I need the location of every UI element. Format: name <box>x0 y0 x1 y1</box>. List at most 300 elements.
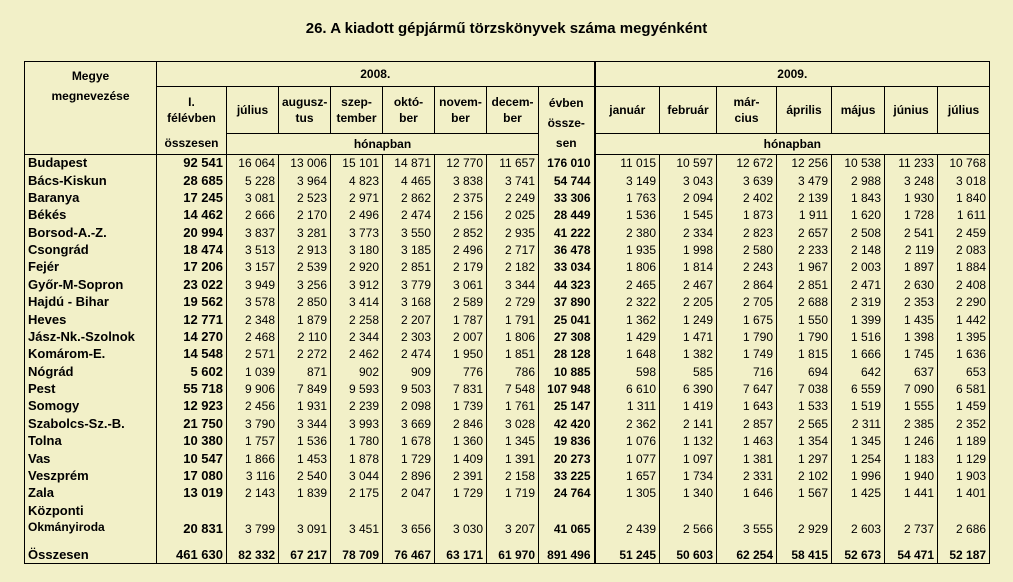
month-cell-2009: 3 479 <box>777 172 832 189</box>
year-total-cell: 19 836 <box>539 433 595 450</box>
table-row <box>25 467 990 484</box>
month-cell-2009: 3 043 <box>660 172 717 189</box>
table-row <box>25 207 990 224</box>
month-cell-2008: 1 787 <box>435 311 487 328</box>
month-header-2008 <box>435 86 487 133</box>
month-cell-2009: 2 322 <box>595 294 660 311</box>
month-cell-2008: 2 539 <box>279 259 331 276</box>
year-total-cell: 20 273 <box>539 450 595 467</box>
month-cell-2009: 52 187 <box>938 537 990 564</box>
year-2008-header: 2008. <box>157 62 595 87</box>
month-cell-2009: 1 183 <box>885 450 938 467</box>
county-name: Győr-M-Sopron <box>25 276 157 293</box>
month-cell-2009: 2 566 <box>660 502 717 537</box>
county-name: Nógrád <box>25 363 157 380</box>
month-cell-2008: 78 709 <box>331 537 383 564</box>
month-cell-2009: 1 648 <box>595 346 660 363</box>
h1-total-cell: 10 380 <box>157 433 227 450</box>
month-cell-2009: 1 763 <box>595 189 660 206</box>
month-cell-2009: 1 097 <box>660 450 717 467</box>
header-line: ber <box>503 110 522 125</box>
month-cell-2008: 1 536 <box>279 433 331 450</box>
table-row <box>25 328 990 345</box>
month-cell-2008: 2 896 <box>383 467 435 484</box>
table-row <box>25 294 990 311</box>
month-cell-2008: 871 <box>279 363 331 380</box>
month-cell-2009: 2 290 <box>938 294 990 311</box>
header-line: már- <box>733 94 760 109</box>
month-cell-2008: 2 249 <box>487 189 539 206</box>
month-cell-2008: 2 170 <box>279 207 331 224</box>
month-cell-2009: 1 471 <box>660 328 717 345</box>
month-cell-2009: 1 459 <box>938 398 990 415</box>
month-cell-2008: 3 030 <box>435 502 487 537</box>
header-line: ber <box>399 110 418 125</box>
month-cell-2009: 2 334 <box>660 224 717 241</box>
month-header-2009 <box>832 86 885 133</box>
header-line: szep- <box>341 94 372 109</box>
month-cell-2009: 1 935 <box>595 241 660 258</box>
month-cell-2008: 67 217 <box>279 537 331 564</box>
month-cell-2009: 1 545 <box>660 207 717 224</box>
h1-total-cell: 17 206 <box>157 259 227 276</box>
month-cell-2009: 2 603 <box>832 502 885 537</box>
county-header <box>25 62 157 155</box>
month-cell-2008: 61 970 <box>487 537 539 564</box>
year-total-cell: 37 890 <box>539 294 595 311</box>
month-cell-2008: 76 467 <box>383 537 435 564</box>
month-cell-2009: 642 <box>832 363 885 380</box>
month-cell-2008: 2 207 <box>383 311 435 328</box>
h1-total-cell: 14 270 <box>157 328 227 345</box>
year-total-cell: 41 065 <box>539 502 595 537</box>
month-cell-2008: 2 523 <box>279 189 331 206</box>
month-cell-2008: 1 866 <box>227 450 279 467</box>
month-cell-2009: 1 873 <box>717 207 777 224</box>
month-cell-2008: 1 729 <box>383 450 435 467</box>
month-cell-2009: 1 441 <box>885 485 938 502</box>
month-cell-2009: 1 815 <box>777 346 832 363</box>
month-cell-2008: 3 790 <box>227 415 279 432</box>
header-line: decem- <box>491 94 534 109</box>
month-cell-2009: 51 245 <box>595 537 660 564</box>
month-cell-2009: 2 929 <box>777 502 832 537</box>
month-cell-2009: 1 340 <box>660 485 717 502</box>
table-row <box>25 502 990 537</box>
monthly-unit-2008: hónapban <box>227 133 539 154</box>
month-cell-2009: 1 189 <box>938 433 990 450</box>
month-cell-2008: 2 110 <box>279 328 331 345</box>
month-header-2008 <box>487 86 539 133</box>
year-total-cell: 28 128 <box>539 346 595 363</box>
month-cell-2008: 1 878 <box>331 450 383 467</box>
month-cell-2009: 2 233 <box>777 241 832 258</box>
month-cell-2008: 1 453 <box>279 450 331 467</box>
month-cell-2008: 909 <box>383 363 435 380</box>
stats-table <box>24 61 990 564</box>
county-name: Veszprém <box>25 467 157 484</box>
month-cell-2009: 3 149 <box>595 172 660 189</box>
month-header-2009 <box>938 86 990 133</box>
month-cell-2008: 14 871 <box>383 154 435 172</box>
county-name: Baranya <box>25 189 157 206</box>
year-total-cell: 54 744 <box>539 172 595 189</box>
year-total-cell: 44 323 <box>539 276 595 293</box>
table-row <box>25 380 990 397</box>
month-cell-2008: 3 344 <box>279 415 331 432</box>
month-cell-2009: 3 248 <box>885 172 938 189</box>
month-cell-2008: 1 729 <box>435 485 487 502</box>
month-cell-2009: 2 688 <box>777 294 832 311</box>
month-cell-2008: 2 272 <box>279 346 331 363</box>
month-cell-2009: 1 354 <box>777 433 832 450</box>
month-cell-2008: 3 656 <box>383 502 435 537</box>
month-cell-2008: 15 101 <box>331 154 383 172</box>
year-2009-header: 2009. <box>595 62 990 87</box>
header-line: Megye <box>71 69 110 83</box>
month-cell-2008: 3 451 <box>331 502 383 537</box>
month-cell-2009: 1 940 <box>885 467 938 484</box>
month-cell-2008: 3 513 <box>227 241 279 258</box>
month-cell-2009: 1 666 <box>832 346 885 363</box>
header-line: július <box>236 102 269 117</box>
month-cell-2009: 2 243 <box>717 259 777 276</box>
month-cell-2008: 11 657 <box>487 154 539 172</box>
year-total-cell: 41 222 <box>539 224 595 241</box>
h1-total-cell: 14 548 <box>157 346 227 363</box>
month-cell-2009: 2 102 <box>777 467 832 484</box>
month-cell-2009: 1 362 <box>595 311 660 328</box>
month-cell-2009: 7 090 <box>885 380 938 397</box>
month-cell-2008: 2 920 <box>331 259 383 276</box>
month-header-2009 <box>885 86 938 133</box>
month-cell-2009: 1 254 <box>832 450 885 467</box>
year-total-cell: 33 034 <box>539 259 595 276</box>
month-cell-2009: 1 728 <box>885 207 938 224</box>
month-cell-2009: 1 395 <box>938 328 990 345</box>
table-row <box>25 241 990 258</box>
month-cell-2008: 3 180 <box>331 241 383 258</box>
month-cell-2009: 1 840 <box>938 189 990 206</box>
month-cell-2008: 3 281 <box>279 224 331 241</box>
month-cell-2009: 2 630 <box>885 276 938 293</box>
table-row <box>25 276 990 293</box>
year-total-cell: 24 764 <box>539 485 595 502</box>
month-cell-2008: 3 081 <box>227 189 279 206</box>
month-cell-2008: 7 548 <box>487 380 539 397</box>
month-cell-2009: 2 119 <box>885 241 938 258</box>
month-cell-2009: 1 132 <box>660 433 717 450</box>
month-cell-2008: 13 006 <box>279 154 331 172</box>
county-name: Összesen <box>25 537 157 564</box>
county-name: Borsod-A.-Z. <box>25 224 157 241</box>
month-cell-2009: 2 141 <box>660 415 717 432</box>
month-cell-2009: 1 843 <box>832 189 885 206</box>
county-name: Tolna <box>25 433 157 450</box>
month-cell-2009: 2 362 <box>595 415 660 432</box>
month-cell-2008: 3 669 <box>383 415 435 432</box>
month-cell-2008: 5 228 <box>227 172 279 189</box>
county-name: Bács-Kiskun <box>25 172 157 189</box>
month-cell-2008: 16 064 <box>227 154 279 172</box>
month-header-2009 <box>777 86 832 133</box>
month-cell-2009: 1 620 <box>832 207 885 224</box>
header-line: I. <box>188 94 195 109</box>
month-cell-2008: 2 047 <box>383 485 435 502</box>
month-cell-2009: 1 382 <box>660 346 717 363</box>
month-cell-2009: 1 884 <box>938 259 990 276</box>
county-name: Csongrád <box>25 241 157 258</box>
header-row-years <box>25 62 990 87</box>
table-row <box>25 346 990 363</box>
month-cell-2008: 9 593 <box>331 380 383 397</box>
month-cell-2008: 12 770 <box>435 154 487 172</box>
month-cell-2009: 3 555 <box>717 502 777 537</box>
header-line: április <box>786 102 822 117</box>
month-cell-2008: 1 345 <box>487 433 539 450</box>
header-line: június <box>893 102 929 117</box>
month-cell-2008: 786 <box>487 363 539 380</box>
month-cell-2008: 9 503 <box>383 380 435 397</box>
month-cell-2008: 2 935 <box>487 224 539 241</box>
month-cell-2009: 1 398 <box>885 328 938 345</box>
county-name: Fejér <box>25 259 157 276</box>
table-row <box>25 398 990 415</box>
month-cell-2008: 9 906 <box>227 380 279 397</box>
month-cell-2009: 2 380 <box>595 224 660 241</box>
month-cell-2008: 2 496 <box>331 207 383 224</box>
month-cell-2008: 2 391 <box>435 467 487 484</box>
month-cell-2008: 1 719 <box>487 485 539 502</box>
month-cell-2008: 2 158 <box>487 467 539 484</box>
header-line: január <box>609 102 646 117</box>
month-cell-2009: 1 903 <box>938 467 990 484</box>
monthly-unit-2009: hónapban <box>595 133 990 154</box>
month-cell-2008: 3 799 <box>227 502 279 537</box>
month-cell-2008: 2 462 <box>331 346 383 363</box>
header-line: sen <box>555 135 577 150</box>
month-cell-2009: 1 536 <box>595 207 660 224</box>
month-cell-2009: 11 233 <box>885 154 938 172</box>
month-cell-2008: 2 025 <box>487 207 539 224</box>
month-header-2009 <box>660 86 717 133</box>
month-cell-2009: 7 647 <box>717 380 777 397</box>
county-name: Somogy <box>25 398 157 415</box>
month-cell-2009: 1 998 <box>660 241 717 258</box>
month-cell-2009: 1 806 <box>595 259 660 276</box>
month-cell-2009: 1 077 <box>595 450 660 467</box>
year-total-cell: 25 147 <box>539 398 595 415</box>
county-name: Zala <box>25 485 157 502</box>
month-cell-2009: 6 581 <box>938 380 990 397</box>
h1-unit: összesen <box>157 133 227 154</box>
h1-total-cell: 28 685 <box>157 172 227 189</box>
month-cell-2009: 58 415 <box>777 537 832 564</box>
h1-total-cell: 20 994 <box>157 224 227 241</box>
month-cell-2008: 2 589 <box>435 294 487 311</box>
month-cell-2008: 2 375 <box>435 189 487 206</box>
month-cell-2008: 3 837 <box>227 224 279 241</box>
month-cell-2008: 1 950 <box>435 346 487 363</box>
month-cell-2009: 2 311 <box>832 415 885 432</box>
month-cell-2009: 7 038 <box>777 380 832 397</box>
month-cell-2008: 2 971 <box>331 189 383 206</box>
month-cell-2008: 2 175 <box>331 485 383 502</box>
month-cell-2008: 2 303 <box>383 328 435 345</box>
month-cell-2009: 1 129 <box>938 450 990 467</box>
h1-total-cell: 14 462 <box>157 207 227 224</box>
year-total-cell: 27 308 <box>539 328 595 345</box>
year-total-cell: 33 225 <box>539 467 595 484</box>
month-header-2009 <box>595 86 660 133</box>
month-cell-2009: 1 419 <box>660 398 717 415</box>
year-total-cell: 42 420 <box>539 415 595 432</box>
month-cell-2009: 2 580 <box>717 241 777 258</box>
month-cell-2008: 3 838 <box>435 172 487 189</box>
month-cell-2009: 653 <box>938 363 990 380</box>
month-cell-2008: 7 831 <box>435 380 487 397</box>
page-title: 26. A kiadott gépjármű törzskönyvek száma megyénként <box>305 20 708 37</box>
header-line: össze- <box>547 115 585 130</box>
month-cell-2009: 2 467 <box>660 276 717 293</box>
year-total-cell: 10 885 <box>539 363 595 380</box>
header-line: félévben <box>167 110 216 125</box>
table-row <box>25 259 990 276</box>
month-cell-2009: 1 345 <box>832 433 885 450</box>
header-line: novem- <box>439 94 482 109</box>
header-line: ber <box>451 110 470 125</box>
month-cell-2009: 1 533 <box>777 398 832 415</box>
month-cell-2009: 2 319 <box>832 294 885 311</box>
month-cell-2008: 3 168 <box>383 294 435 311</box>
month-cell-2008: 1 739 <box>435 398 487 415</box>
header-line: októ- <box>393 94 424 109</box>
month-cell-2009: 2 864 <box>717 276 777 293</box>
month-cell-2009: 1 790 <box>717 328 777 345</box>
month-cell-2009: 6 610 <box>595 380 660 397</box>
month-cell-2008: 3 773 <box>331 224 383 241</box>
month-cell-2008: 2 862 <box>383 189 435 206</box>
month-cell-2009: 2 459 <box>938 224 990 241</box>
year-total-cell: 107 948 <box>539 380 595 397</box>
month-cell-2008: 2 540 <box>279 467 331 484</box>
month-cell-2009: 1 550 <box>777 311 832 328</box>
county-name: Heves <box>25 311 157 328</box>
month-header-2008 <box>331 86 383 133</box>
month-cell-2008: 1 039 <box>227 363 279 380</box>
month-cell-2009: 62 254 <box>717 537 777 564</box>
month-cell-2008: 3 912 <box>331 276 383 293</box>
month-cell-2009: 1 463 <box>717 433 777 450</box>
month-cell-2008: 2 456 <box>227 398 279 415</box>
month-cell-2008: 1 791 <box>487 311 539 328</box>
header-line: cius <box>734 110 759 125</box>
month-cell-2009: 1 381 <box>717 450 777 467</box>
month-cell-2008: 1 360 <box>435 433 487 450</box>
month-cell-2008: 2 007 <box>435 328 487 345</box>
month-cell-2009: 1 305 <box>595 485 660 502</box>
header-line: tember <box>336 110 377 125</box>
month-cell-2009: 1 401 <box>938 485 990 502</box>
year-total-cell: 33 306 <box>539 189 595 206</box>
month-header-2008 <box>383 86 435 133</box>
county-name: Jász-Nk.-Szolnok <box>25 328 157 345</box>
month-cell-2008: 2 258 <box>331 311 383 328</box>
month-cell-2008: 2 098 <box>383 398 435 415</box>
year-total-cell: 25 041 <box>539 311 595 328</box>
month-cell-2009: 6 390 <box>660 380 717 397</box>
month-cell-2008: 1 839 <box>279 485 331 502</box>
table-row <box>25 450 990 467</box>
month-cell-2009: 2 471 <box>832 276 885 293</box>
h1-total-cell: 17 080 <box>157 467 227 484</box>
county-name-line: Központi <box>28 503 84 519</box>
month-cell-2009: 1 967 <box>777 259 832 276</box>
county-name: Pest <box>25 380 157 397</box>
header-line: augusz- <box>282 94 328 109</box>
month-cell-2009: 1 657 <box>595 467 660 484</box>
month-cell-2009: 1 555 <box>885 398 938 415</box>
month-cell-2009: 2 508 <box>832 224 885 241</box>
h1-total-cell: 17 245 <box>157 189 227 206</box>
month-cell-2009: 1 814 <box>660 259 717 276</box>
month-cell-2009: 1 996 <box>832 467 885 484</box>
month-cell-2008: 3 414 <box>331 294 383 311</box>
month-cell-2009: 637 <box>885 363 938 380</box>
h1-total-cell: 18 474 <box>157 241 227 258</box>
header-line: megnevezése <box>51 89 130 103</box>
month-cell-2009: 2 402 <box>717 189 777 206</box>
month-cell-2008: 3 116 <box>227 467 279 484</box>
h1-total-cell: 92 541 <box>157 154 227 172</box>
header-line: tus <box>295 110 314 125</box>
month-cell-2008: 1 780 <box>331 433 383 450</box>
month-cell-2009: 1 311 <box>595 398 660 415</box>
month-cell-2009: 2 439 <box>595 502 660 537</box>
month-cell-2008: 3 061 <box>435 276 487 293</box>
month-cell-2009: 50 603 <box>660 537 717 564</box>
month-cell-2008: 2 474 <box>383 346 435 363</box>
table-row <box>25 224 990 241</box>
month-cell-2008: 2 666 <box>227 207 279 224</box>
header-line: február <box>667 102 709 117</box>
h1-total-cell: 23 022 <box>157 276 227 293</box>
month-cell-2009: 1 429 <box>595 328 660 345</box>
month-cell-2008: 2 496 <box>435 241 487 258</box>
month-header-2009 <box>717 86 777 133</box>
month-cell-2009: 2 003 <box>832 259 885 276</box>
month-cell-2009: 6 559 <box>832 380 885 397</box>
month-cell-2008: 1 391 <box>487 450 539 467</box>
month-cell-2009: 2 083 <box>938 241 990 258</box>
month-cell-2009: 2 857 <box>717 415 777 432</box>
month-cell-2008: 7 849 <box>279 380 331 397</box>
table-body <box>25 62 990 564</box>
month-cell-2008: 2 850 <box>279 294 331 311</box>
month-cell-2009: 2 148 <box>832 241 885 258</box>
month-cell-2008: 2 913 <box>279 241 331 258</box>
header-row-units <box>25 133 990 154</box>
month-cell-2008: 3 157 <box>227 259 279 276</box>
month-cell-2008: 1 851 <box>487 346 539 363</box>
month-cell-2008: 82 332 <box>227 537 279 564</box>
header-line: július <box>947 102 980 117</box>
month-cell-2009: 1 897 <box>885 259 938 276</box>
table-row <box>25 154 990 172</box>
header-line: május <box>840 102 876 117</box>
month-cell-2009: 2 541 <box>885 224 938 241</box>
month-cell-2008: 3 949 <box>227 276 279 293</box>
